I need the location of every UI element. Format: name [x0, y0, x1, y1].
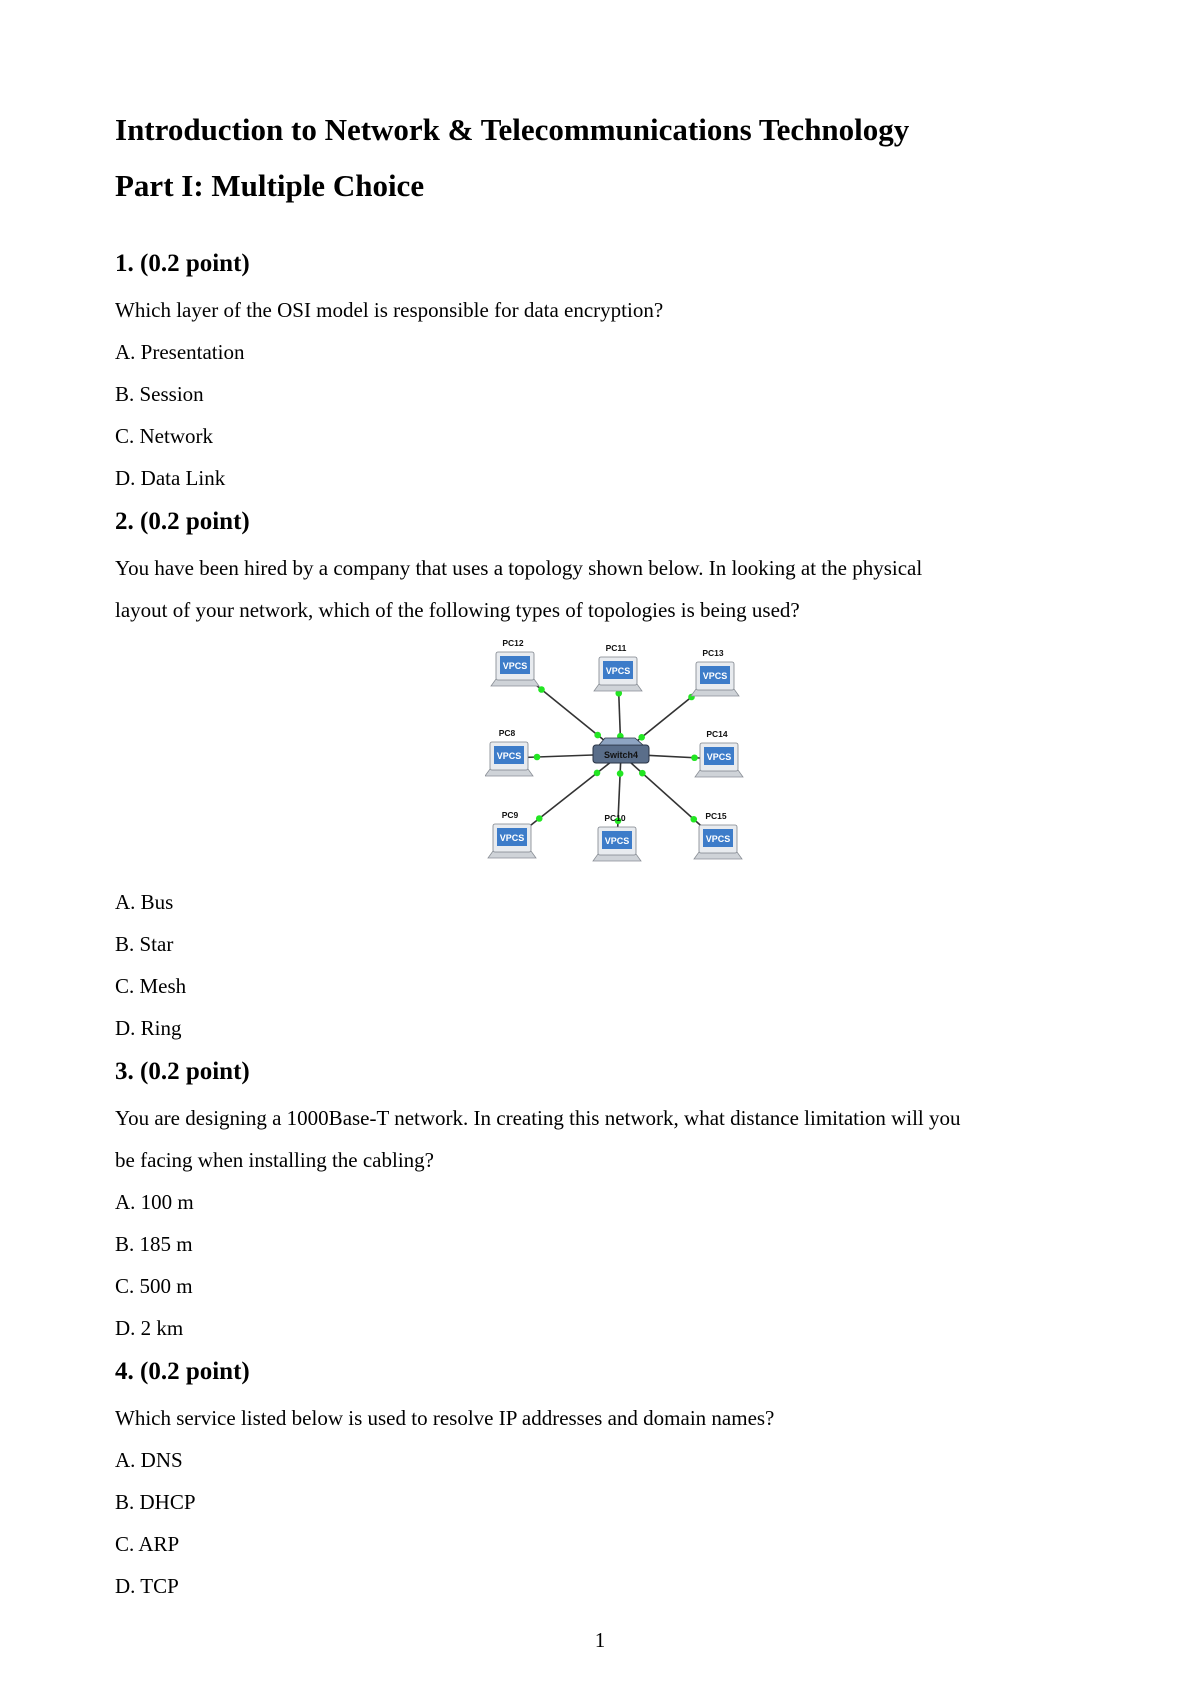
question-3-stem-line-2: be facing when installing the cabling?: [115, 1148, 434, 1172]
question-3-option-c: C. 500 m: [115, 1274, 193, 1298]
link-status-dot-pc15-1: [639, 770, 646, 777]
question-3-heading: 3. (0.2 point): [115, 1058, 250, 1085]
link-status-dot-pc13-1: [638, 734, 645, 741]
question-3-option-b: B. 185 m: [115, 1232, 193, 1256]
switch-node: [593, 738, 649, 763]
pc-node-pc10: [593, 813, 641, 861]
pc-node-pc12: [491, 638, 539, 686]
pc-label: PC15: [705, 811, 727, 821]
question-1-option-c: C. Network: [115, 424, 213, 448]
pc-label: PC14: [706, 729, 728, 739]
link-status-dot-pc8-2: [534, 754, 541, 761]
pc-node-pc11: [594, 643, 642, 691]
link-status-dot-pc10-1: [617, 770, 624, 777]
pc-label: PC10: [604, 813, 626, 823]
question-2-heading: 2. (0.2 point): [115, 508, 250, 535]
question-4-stem: Which service listed below is used to resolve IP addresses and domain names?: [115, 1406, 775, 1430]
question-1-option-a: A. Presentation: [115, 340, 245, 364]
question-2-stem-line-2: layout of your network, which of the following types of topologies is being used?: [115, 598, 800, 622]
pc-label: PC9: [501, 810, 519, 820]
pc-label: PC8: [498, 728, 516, 738]
question-4-option-d: D. TCP: [115, 1574, 179, 1598]
question-1-heading: 1. (0.2 point): [115, 250, 250, 277]
pc-label: PC13: [702, 648, 724, 658]
star-topology-diagram: [485, 630, 755, 875]
vpcs-badge-label: VPCS: [496, 751, 522, 761]
pc-label: PC12: [502, 638, 524, 648]
question-1-option-b: B. Session: [115, 382, 204, 406]
switch-label: Switch4: [603, 750, 639, 760]
part-title: Part I: Multiple Choice: [115, 168, 425, 203]
link-status-dot-pc14-2: [691, 754, 698, 761]
pc-label: PC11: [605, 643, 627, 653]
question-4-option-c: C. ARP: [115, 1532, 180, 1556]
question-3-stem-line-1: You are designing a 1000Base-T network. In creating this network, what distance limitation will you: [115, 1106, 961, 1130]
pc-node-pc13: [691, 648, 739, 696]
pc-node-pc9: [488, 810, 536, 858]
link-status-dot-pc9-2: [536, 815, 543, 822]
question-1-option-d: D. Data Link: [115, 466, 226, 490]
question-4-option-b: B. DHCP: [115, 1490, 196, 1514]
vpcs-badge-label: VPCS: [702, 671, 728, 681]
pc-node-pc15: [694, 811, 742, 859]
question-2-option-d: D. Ring: [115, 1016, 182, 1040]
vpcs-badge-label: VPCS: [604, 836, 630, 846]
question-4-option-a: A. DNS: [115, 1448, 183, 1472]
question-4-heading: 4. (0.2 point): [115, 1358, 250, 1385]
document-title: Introduction to Network & Telecommunications Technology: [115, 112, 910, 147]
vpcs-badge-label: VPCS: [499, 833, 525, 843]
link-status-dot-pc12-1: [594, 732, 601, 739]
question-2-option-b: B. Star: [115, 932, 174, 956]
pc-node-pc8: [485, 728, 533, 776]
pc-node-pc14: [695, 729, 743, 777]
link-status-dot-pc12-2: [538, 686, 545, 693]
question-3-option-a: A. 100 m: [115, 1190, 194, 1214]
vpcs-badge-label: VPCS: [502, 661, 528, 671]
vpcs-badge-label: VPCS: [705, 834, 731, 844]
link-status-dot-pc9-1: [594, 770, 601, 777]
link-status-dot-pc15-2: [690, 816, 697, 823]
question-3-option-d: D. 2 km: [115, 1316, 184, 1340]
page-number: 1: [594, 1628, 606, 1652]
vpcs-badge-label: VPCS: [706, 752, 732, 762]
vpcs-badge-label: VPCS: [605, 666, 631, 676]
question-2-stem-line-1: You have been hired by a company that uses a topology shown below. In looking at the physical: [115, 556, 923, 580]
question-1-stem: Which layer of the OSI model is responsible for data encryption?: [115, 298, 664, 322]
question-2-option-a: A. Bus: [115, 890, 174, 914]
question-2-option-c: C. Mesh: [115, 974, 187, 998]
